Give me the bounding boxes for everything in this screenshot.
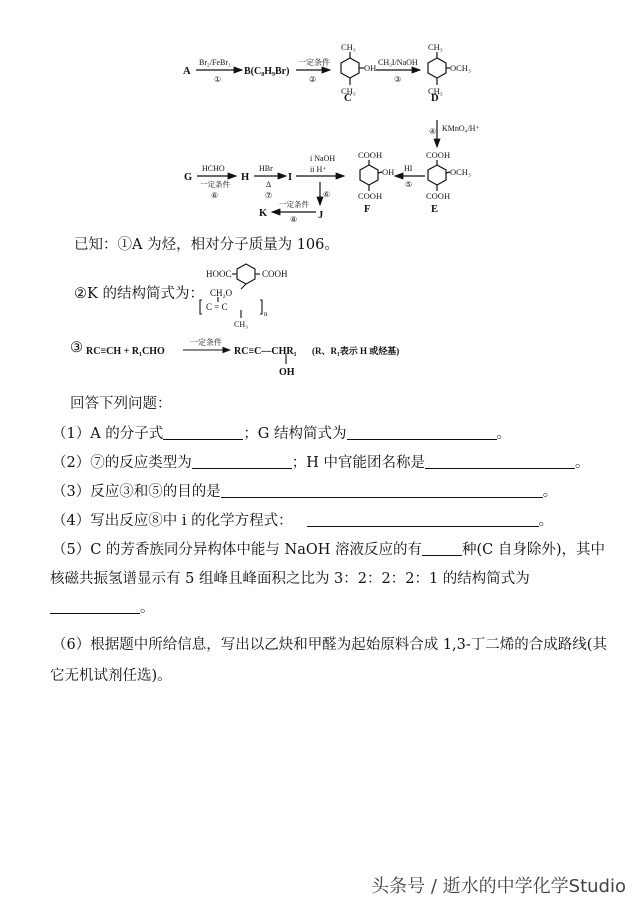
svg-text:(R、R₁表示 H 或烃基): (R、R₁表示 H 或烃基) [312,346,400,356]
svg-text:i NaOH: i NaOH [310,154,336,163]
svg-text:OCH₃: OCH₃ [450,167,471,177]
svg-text:ii H⁺: ii H⁺ [310,165,327,174]
question-1: （1）A 的分子式 ；G 结构简式为 。 [52,426,512,442]
svg-text:CH₃: CH₃ [341,42,356,52]
svg-text:COOH: COOH [426,191,451,201]
svg-text:COOH: COOH [358,150,383,160]
known-2: ②K 的结构简式为： [74,286,204,302]
svg-text:③: ③ [394,75,402,84]
svg-text:一定条件: 一定条件 [190,338,222,347]
answer-blank-3[interactable] [221,483,543,498]
compound-e: E [431,204,439,215]
answer-blank-1b[interactable] [347,425,497,440]
answer-intro: 回答下列问题： [70,396,172,412]
known-1: 已知：①A 为烃，相对分子质量为 106。 [74,237,339,253]
answer-blank-4[interactable] [307,512,539,527]
compound-i: I [288,172,293,183]
known-3-label: ③ [70,340,83,356]
compound-b: B(C₈H₉Br) [244,66,290,77]
compound-g: G [184,172,193,183]
compound-d: D [431,93,439,104]
svg-text:HI: HI [404,164,413,173]
ring-d [428,58,446,78]
reaction-scheme [0,0,640,230]
answer-blank-5b[interactable] [50,599,140,614]
svg-text:RC≡CH + R₁CHO: RC≡CH + R₁CHO [86,346,165,357]
answer-blank-5a[interactable] [422,541,462,556]
compound-a: A [183,66,191,77]
ring-f [360,165,378,185]
answer-blank-1a[interactable] [163,425,243,440]
answer-blank-2a[interactable] [192,454,292,469]
svg-text:⑦: ⑦ [265,191,273,200]
question-5-cont: 核磁共振氢谱显示有 5 组峰且峰面积之比为 3：2：2：2：1 的结构简式为 [50,571,530,587]
question-4: （4）写出反应⑧中 i 的化学方程式： 。 [52,513,554,529]
svg-text:OH: OH [279,367,295,378]
ring-c [341,58,359,78]
answer-blank-2b[interactable] [425,454,575,469]
svg-text:C = C: C = C [206,302,228,312]
svg-text:OCH₃: OCH₃ [450,63,471,73]
svg-text:⑧: ⑧ [290,215,298,224]
svg-text:Δ: Δ [266,180,272,189]
watermark: 头条号 / 逝水的中学化学Studio [371,876,626,897]
svg-text:KMnO₄/H⁺: KMnO₄/H⁺ [442,124,480,133]
svg-text:HBr: HBr [259,164,273,173]
compound-h: H [241,172,250,183]
svg-text:HCHO: HCHO [202,164,225,173]
svg-text:COOH: COOH [426,150,451,160]
question-2: （2）⑦的反应类型为 ；H 中官能团名称是 。 [52,455,590,471]
svg-text:HOOC: HOOC [206,269,232,279]
question-5-answer: 。 [50,596,155,617]
svg-text:②: ② [309,75,317,84]
svg-text:一定条件: 一定条件 [298,58,330,67]
svg-text:OH: OH [382,167,395,177]
svg-text:⑥: ⑥ [323,190,331,199]
svg-text:④: ④ [429,127,437,136]
question-3: （3）反应③和⑤的目的是 。 [52,484,558,500]
svg-text:CH₃I/NaOH: CH₃I/NaOH [378,58,418,67]
known-3-reaction [86,337,446,383]
svg-text:Br₂/FeBr₃: Br₂/FeBr₃ [199,58,231,67]
svg-text:一定条件: 一定条件 [200,180,230,189]
svg-text:一定条件: 一定条件 [279,200,309,209]
svg-text:COOH: COOH [358,191,383,201]
compound-j: J [318,210,324,221]
svg-text:CH₃: CH₃ [341,86,356,96]
question-5: （5）C 的芳香族同分异构体中能与 NaOH 溶液反应的有 种(C 自身除外)，其中 [52,542,606,558]
svg-text:n: n [264,310,268,318]
question-6: （6）根据题中所给信息，写出以乙炔和甲醛为起始原料合成 1,3-丁二烯的合成路线(其 [52,637,607,653]
compound-f: F [364,204,371,215]
svg-text:CH₃: CH₃ [428,42,443,52]
compound-c: C [344,93,352,104]
ring-e [428,165,446,185]
compound-k: K [259,208,268,219]
svg-text:⑥: ⑥ [211,191,219,200]
svg-text:CH₃: CH₃ [234,320,248,329]
svg-text:CH₂O: CH₂O [210,288,233,298]
question-6-cont: 它无机试剂任选)。 [50,668,172,684]
svg-text:RC≡C—CHR₁: RC≡C—CHR₁ [234,346,297,357]
svg-text:①: ① [214,75,222,84]
svg-text:⑤: ⑤ [405,180,413,189]
k-structure [186,258,306,330]
svg-text:CH₃: CH₃ [428,86,443,96]
svg-text:COOH: COOH [262,269,288,279]
svg-text:OH: OH [364,63,377,73]
